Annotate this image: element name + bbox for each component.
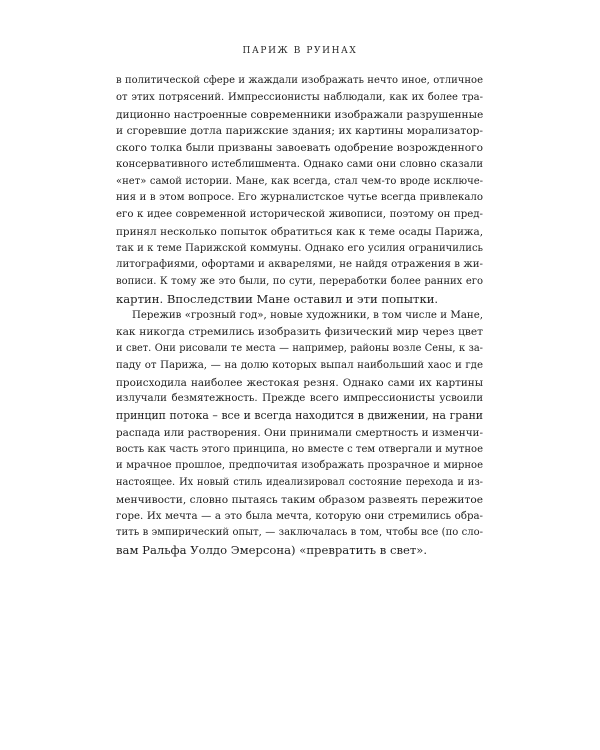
paragraph-2 [116,308,483,559]
text-line: от этих потрясений. Импрессионисты наблюдали, как их более тра- [116,91,483,103]
text-line: тить в эмпирический опыт, — заключалась в том, чтобы все (по сло- [116,527,483,539]
text-line: паду от Парижа, — на долю которых выпал наибольший хаос и где [116,359,483,371]
text-line: и свет. Они рисовали те места — например, районы возле Сены, к за- [116,343,483,354]
text-line: распада или растворения. Они принимали смертность и изменчи- [116,426,483,439]
text-line: картин. Впоследствии Мане оставил и эти попытки. [116,291,439,306]
text-line: настоящее. Их новый стиль идеализировал состояние перехода и из- [116,477,483,488]
text-line: литографиями, офортами и акварелями, не найдя отражения в жи- [116,259,483,271]
text-line: ния и в этом вопросе. Его журналистское чутье всегда привлекало [116,192,483,204]
text-line: и мрачное прошлое, предпочитая изображать прозрачное и мирное [116,460,483,472]
text-line: принцип потока – все и всегда находится в движении, на грани [116,409,483,422]
text-line: Пережив «грозный год», новые художники, в том числе и Мане, [132,309,483,321]
text-line: «нет» самой истории. Мане, как всегда, стал чем-то вроде исключе- [116,175,483,187]
text-line: вам Ральфа Уолдо Эмерсона) «превратить в свет». [116,543,428,557]
text-line: так и к теме Парижской коммуны. Однако его усилия ограничились [116,242,483,254]
text-line: принял несколько попыток обратиться как к теме осады Парижа, [116,225,483,238]
text-line: вописи. К тому же это были, по сути, переработки более ранних его [116,276,483,287]
text-line: горе. Их мечта — а это была мечта, которую они стремились обра- [116,510,483,522]
running-head: ПАРИЖ В РУИНАХ [242,46,358,56]
text-line: в политической сфере и жаждали изображать нечто иное, отличное [116,75,483,86]
text-line: ского толка были призваны завоевать одобрение возрожденного [116,142,483,154]
text-line: и сгоревшие дотла парижские здания; их картины морализатор- [116,125,483,138]
text-line: менчивости, словно пытаясь таким образом развеять пережитое [116,493,483,506]
text-line: консервативного истеблишмента. Однако сами они словно сказали [116,158,483,170]
text-line: вость как часть этого принципа, но вместе с тем отвергали и мутное [116,443,483,455]
text-line: диционно настроенные современники изображали разрушенные [116,108,484,121]
body-text [116,73,483,559]
text-line: происходила наиболее жестокая резня. Однако сами их картины [116,376,483,389]
paragraph-1 [116,73,483,308]
text-line: излучали безмятежность. Прежде всего импрессионисты усвоили [116,393,483,405]
text-line: как никогда стремились изобразить физический мир через цвет [116,326,483,339]
text-line: его к идее современной исторической живописи, поэтому он пред- [116,209,483,220]
